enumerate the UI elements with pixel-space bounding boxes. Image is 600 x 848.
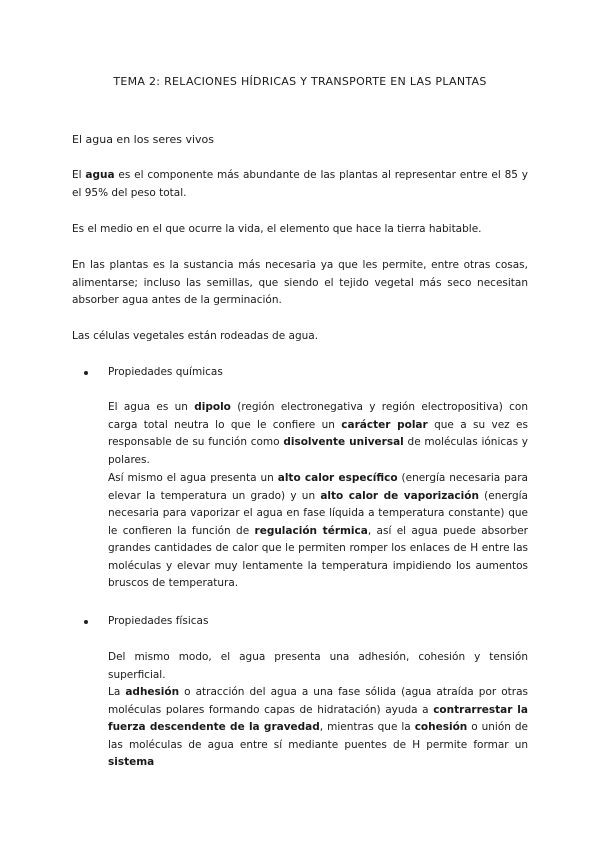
- phys2-e: , mientras que la: [319, 721, 415, 733]
- p1-bold-agua: agua: [85, 169, 115, 181]
- phys2-bold-cohesion: cohesión: [414, 721, 468, 733]
- phys2-bold-sistema: sistema: [108, 756, 155, 768]
- chem1-bold-caracter-polar: carácter polar: [341, 418, 428, 431]
- chem1-a: El agua es un: [108, 401, 195, 413]
- chem1-g: de moléculas iónicas y polares.: [108, 436, 529, 466]
- paragraph-2: Es el medio en el que ocurre la vida, el elemento que hace la tierra habitable.: [72, 223, 482, 235]
- chem2-bold-regulacion-termica: regulación térmica: [254, 524, 368, 537]
- chem1-e: que a su vez es responsable de su función como: [108, 418, 528, 448]
- chem1-bold-disolvente: disolvente universal: [283, 436, 404, 448]
- paragraph-1: [72, 167, 528, 202]
- bullet-dot-icon: [84, 620, 88, 624]
- chemical-paragraph-2: [108, 470, 528, 593]
- bullet-dot-icon: [84, 371, 88, 375]
- chem2-bold-calor-especifico: alto calor específico: [277, 472, 398, 484]
- chem2-e: (energía necesaria para vaporizar el agua en fase líquida a temperatura constante) que le confieren la función de: [108, 489, 528, 537]
- chem2-bold-calor-vaporizacion: alto calor de vaporización: [320, 489, 479, 502]
- paragraph-4: Las células vegetales están rodeadas de agua.: [72, 330, 319, 342]
- chem2-a: Así mismo el agua presenta un: [108, 472, 278, 484]
- p1-text-c: es el componente más abundante de las plantas al representar entre el 85 y el 95% del peso total.: [72, 169, 528, 199]
- chemical-paragraph-1: [108, 399, 528, 469]
- physical-paragraph-1: Del mismo modo, el agua presenta una adhesión, cohesión y tensión superficial.: [108, 651, 528, 681]
- phys2-g: o unión de las moléculas de agua entre sí mediante puentes de H permite formar un: [108, 721, 529, 751]
- chem2-g: , así el agua puede absorber grandes cantidades de calor que le permiten romper los enlaces de H entre las moléculas y elevar muy lentamente la temperatura impidiendo los aumentos bruscos de temperatura.: [108, 524, 528, 589]
- bullet-chemical-label: Propiedades químicas: [108, 366, 223, 378]
- physical-paragraph-2: [108, 684, 528, 772]
- chem1-bold-dipolo: dipolo: [194, 401, 231, 413]
- section-heading: El agua en los seres vivos: [72, 133, 214, 146]
- p1-text-a: El: [72, 169, 86, 181]
- phys2-bold-adhesion: adhesión: [125, 686, 180, 698]
- chem2-c: (energía necesaria para elevar la temperatura un grado) y un: [108, 472, 528, 502]
- phys2-c: o atracción del agua a una fase sólida (agua atraída por otras moléculas polares formando capas de hidratación) ayuda a: [108, 686, 528, 716]
- paragraph-3: En las plantas es la sustancia más necesaria ya que les permite, entre otras cosas, alimentarse; incluso las semillas, que siendo el tejido vegetal más seco necesitan absorber agua antes de la germinación.: [72, 259, 528, 306]
- phys2-bold-contrarrestar: contrarrestar la fuerza descendente de la gravedad: [108, 703, 528, 733]
- bullet-physical-label: Propiedades físicas: [108, 615, 209, 627]
- phys2-a: La: [108, 686, 126, 698]
- chem1-c: (región electronegativa y región electropositiva) con carga total neutra lo que le confiere un: [108, 401, 528, 431]
- page-title: TEMA 2: RELACIONES HÍDRICAS Y TRANSPORTE EN LAS PLANTAS: [113, 75, 487, 88]
